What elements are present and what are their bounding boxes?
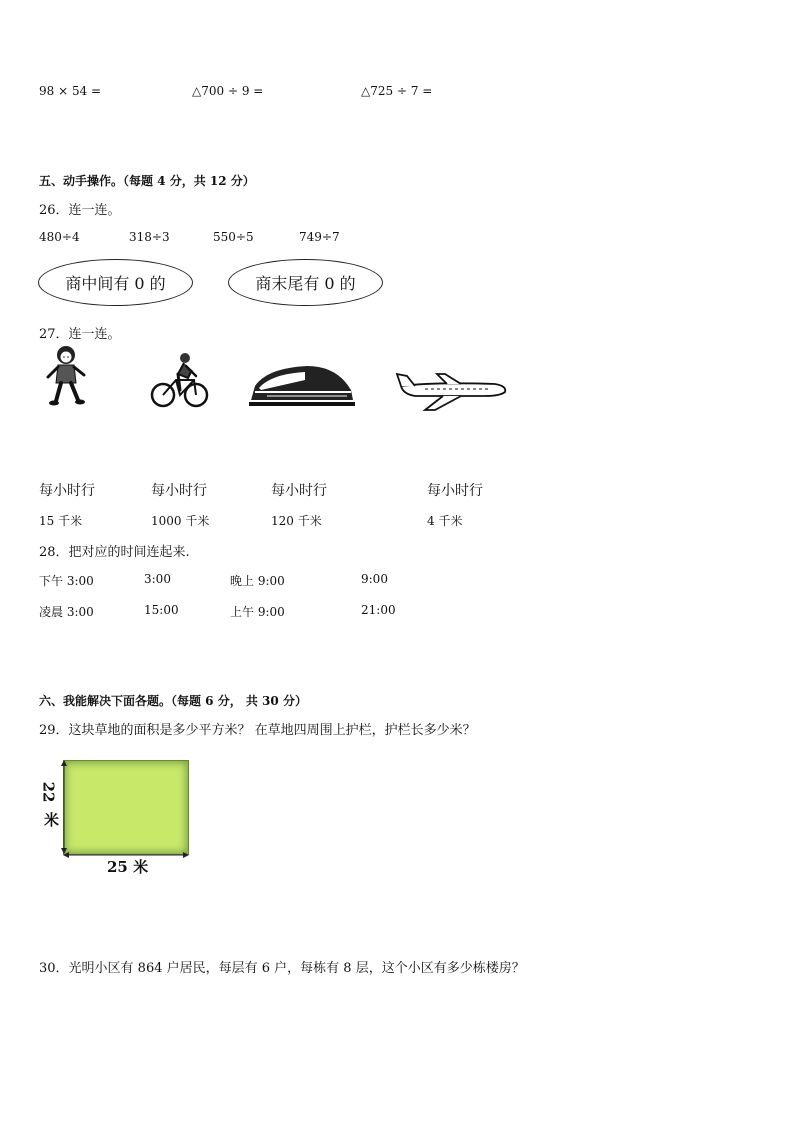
- q26-label: 26．连一连。: [39, 203, 121, 218]
- width-label: 25 米: [107, 858, 149, 876]
- q26-expression: 318÷3: [129, 230, 170, 244]
- girl-walking-icon[interactable]: [44, 345, 88, 407]
- speed-value: 15 千米: [39, 514, 83, 528]
- grass-field: [63, 760, 189, 855]
- speed-value: 4 千米: [427, 514, 463, 528]
- time-label: 3:00: [144, 572, 171, 586]
- q29-label: 29．这块草地的面积是多少平方米？ 在草地四周围上护栏，护栏长多少米？: [39, 723, 476, 738]
- q28-label: 28．把对应的时间连起来.: [39, 545, 190, 560]
- time-label: 21:00: [361, 603, 396, 617]
- time-label: 15:00: [144, 603, 179, 617]
- q27-label: 27．连一连。: [39, 327, 121, 342]
- q26-expression: 480÷4: [39, 230, 80, 244]
- height-dimension-arrow: [50, 760, 70, 855]
- speed-value: 1000 千米: [151, 514, 210, 528]
- speed-prefix: 每小时行: [427, 483, 483, 499]
- section6-title: 六、我能解决下面各题。（每题 6 分， 共 30 分）: [39, 694, 307, 708]
- oval-quotient-middle-zero[interactable]: [38, 259, 193, 306]
- time-label: 上午 9:00: [230, 605, 285, 619]
- oval-label: 商末尾有 0 的: [255, 274, 356, 293]
- time-label: 9:00: [361, 572, 388, 586]
- calc-item-3: △725 ÷ 7 =: [361, 84, 433, 98]
- q26-expression: 550÷5: [213, 230, 254, 244]
- height-unit: 米: [44, 811, 60, 829]
- height-value: 22: [39, 781, 58, 803]
- calc-item-1: 98 × 54 =: [39, 84, 102, 98]
- section5-title: 五、动手操作。（每题 4 分，共 12 分）: [39, 174, 255, 188]
- speed-prefix: 每小时行: [151, 483, 207, 499]
- speed-prefix: 每小时行: [271, 483, 327, 499]
- high-speed-train-icon[interactable]: [247, 360, 357, 410]
- calc-item-2: △700 ÷ 9 =: [192, 84, 264, 98]
- q30-label: 30．光明小区有 864 户居民，每层有 6 户，每栋有 8 层，这个小区有多少栋楼房？: [39, 961, 525, 976]
- cyclist-icon[interactable]: [150, 350, 210, 410]
- time-label: 下午 3:00: [39, 574, 94, 588]
- q26-expression: 749÷7: [299, 230, 340, 244]
- speed-value: 120 千米: [271, 514, 322, 528]
- oval-label: 商中间有 0 的: [65, 274, 166, 293]
- speed-prefix: 每小时行: [39, 483, 95, 499]
- airplane-icon[interactable]: [395, 370, 510, 412]
- time-label: 凌晨 3:00: [39, 605, 94, 619]
- oval-quotient-end-zero[interactable]: [228, 259, 383, 306]
- time-label: 晚上 9:00: [230, 574, 285, 588]
